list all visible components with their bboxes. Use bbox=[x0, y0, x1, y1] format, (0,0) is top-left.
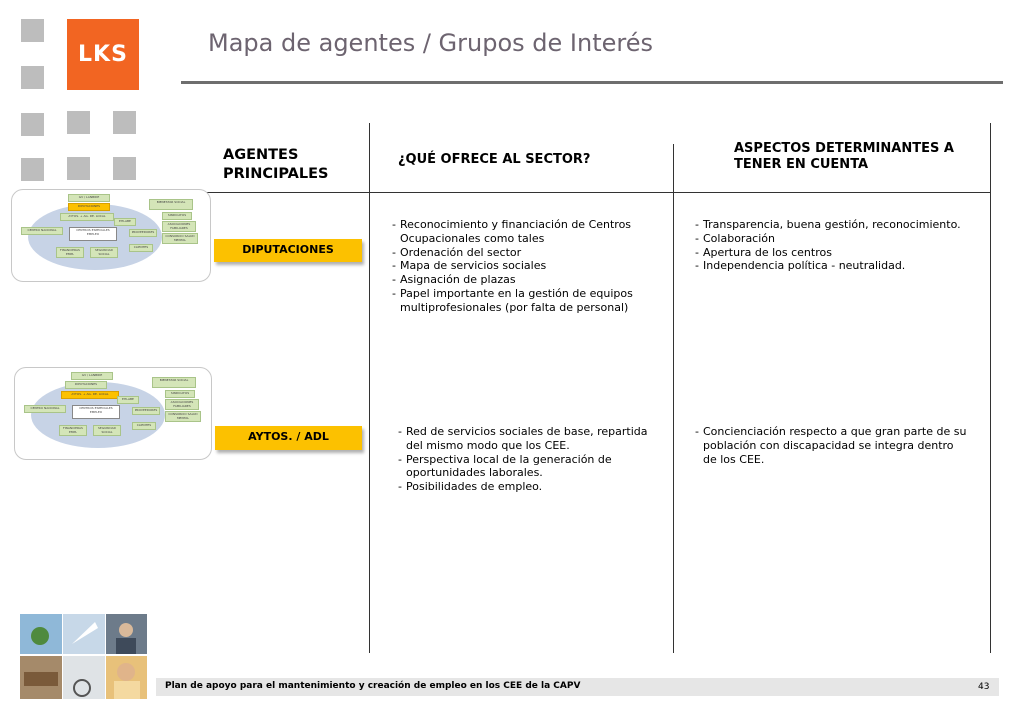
page-title: Mapa de agentes / Grupos de Interés bbox=[208, 29, 653, 57]
map-box: CENTRO NACIONAL bbox=[21, 227, 63, 235]
list-item: - Reconocimiento y financiación de Centros Ocupacionales como tales bbox=[392, 218, 662, 246]
aspects-list bbox=[695, 218, 985, 273]
map-box: SINDICATOS bbox=[162, 212, 192, 220]
list-item: - Apertura de los centros bbox=[695, 246, 985, 260]
map-box: SINDICATOS bbox=[165, 390, 195, 398]
deco-square bbox=[67, 111, 90, 134]
list-item: - Independencia política - neutralidad. bbox=[695, 259, 985, 273]
header-divider bbox=[181, 192, 991, 193]
list-item: - Concienciación respecto a que gran parte de su población con discapacidad se integra dentro de los CEE. bbox=[695, 425, 967, 466]
lks-logo bbox=[67, 19, 139, 90]
map-box: DIPUTACIONES bbox=[65, 381, 107, 389]
agents-map-thumbnail bbox=[14, 367, 212, 460]
map-box: FINANCIERAS EMPL bbox=[56, 247, 84, 258]
map-box: ASOCIACIONES FAMILIARES bbox=[165, 399, 199, 410]
header-offers: ¿QUÉ OFRECE AL SECTOR? bbox=[398, 152, 591, 167]
map-box: GV / LANBIDE bbox=[71, 372, 113, 380]
map-box: EHLABE bbox=[114, 218, 136, 226]
deco-square bbox=[21, 19, 44, 42]
map-box-highlighted: DIPUTACIONES bbox=[68, 203, 110, 211]
map-box: AYTOS. + AG. DE. LOCAL bbox=[60, 213, 114, 221]
map-box: EHLABE bbox=[117, 396, 139, 404]
title-divider bbox=[181, 81, 1003, 84]
deco-square bbox=[21, 113, 44, 136]
map-box: FINANCIERAS EMPL bbox=[59, 425, 87, 436]
map-box: PROVEEDORES bbox=[129, 229, 157, 237]
header-agents: AGENTES PRINCIPALES bbox=[223, 147, 329, 182]
map-box: CONSORCIO SALUD MENTAL bbox=[162, 233, 198, 244]
map-box: SEGURIDAD SOCIAL bbox=[93, 425, 121, 436]
photo-collage bbox=[20, 614, 147, 699]
map-box: CONSORCIO SALUD MENTAL bbox=[165, 411, 201, 422]
map-box: BIENESTAR SOCIAL bbox=[149, 199, 193, 210]
list-item: - Ordenación del sector bbox=[392, 246, 662, 260]
map-box: SEGURIDAD SOCIAL bbox=[90, 247, 118, 258]
deco-square bbox=[67, 157, 90, 180]
map-box: CENTRO NACIONAL bbox=[24, 405, 66, 413]
footer-text: Plan de apoyo para el mantenimiento y creación de empleo en los CEE de la CAPV bbox=[165, 681, 581, 691]
column-divider bbox=[990, 123, 991, 653]
list-item: - Red de servicios sociales de base, repartida del mismo modo que los CEE. bbox=[398, 425, 663, 453]
agent-label-diputaciones: DIPUTACIONES bbox=[214, 239, 362, 262]
deco-square bbox=[113, 157, 136, 180]
list-item: - Papel importante en la gestión de equipos multiprofesionales (por falta de personal) bbox=[392, 287, 662, 315]
map-box-center: CENTROS ESPECIALES EMPLEO bbox=[69, 227, 117, 241]
map-box: ASOCIACIONES FAMILIARES bbox=[162, 221, 196, 232]
deco-square bbox=[113, 111, 136, 134]
map-box: PROVEEDORES bbox=[132, 407, 160, 415]
map-box-center: CENTROS ESPECIALES EMPLEO bbox=[72, 405, 120, 419]
map-box: CLIENTES bbox=[132, 422, 156, 430]
list-item: - Colaboración bbox=[695, 232, 985, 246]
map-box-highlighted: AYTOS. + AG. DE. LOCAL bbox=[61, 391, 119, 399]
agent-label-aytos: AYTOS. / ADL bbox=[215, 426, 362, 450]
list-item: - Perspectiva local de la generación de oportunidades laborales. bbox=[398, 453, 663, 481]
column-divider bbox=[673, 144, 674, 653]
offers-list bbox=[398, 425, 663, 494]
header-aspects: ASPECTOS DETERMINANTES A TENER EN CUENTA bbox=[734, 141, 954, 172]
agents-map-thumbnail bbox=[11, 189, 211, 282]
list-item: - Posibilidades de empleo. bbox=[398, 480, 663, 494]
map-box: BIENESTAR SOCIAL bbox=[152, 377, 196, 388]
deco-square bbox=[21, 158, 44, 181]
column-divider bbox=[369, 123, 370, 653]
map-box: GV / LANBIDE bbox=[68, 194, 110, 202]
deco-square bbox=[21, 66, 44, 89]
list-item: - Mapa de servicios sociales bbox=[392, 259, 662, 273]
list-item: - Transparencia, buena gestión, reconocimiento. bbox=[695, 218, 985, 232]
aspects-list bbox=[695, 425, 967, 466]
offers-list bbox=[392, 218, 662, 315]
logo-text: LKS bbox=[78, 42, 128, 67]
list-item: - Asignación de plazas bbox=[392, 273, 662, 287]
page-number: 43 bbox=[978, 682, 990, 692]
map-box: CLIENTES bbox=[129, 244, 153, 252]
